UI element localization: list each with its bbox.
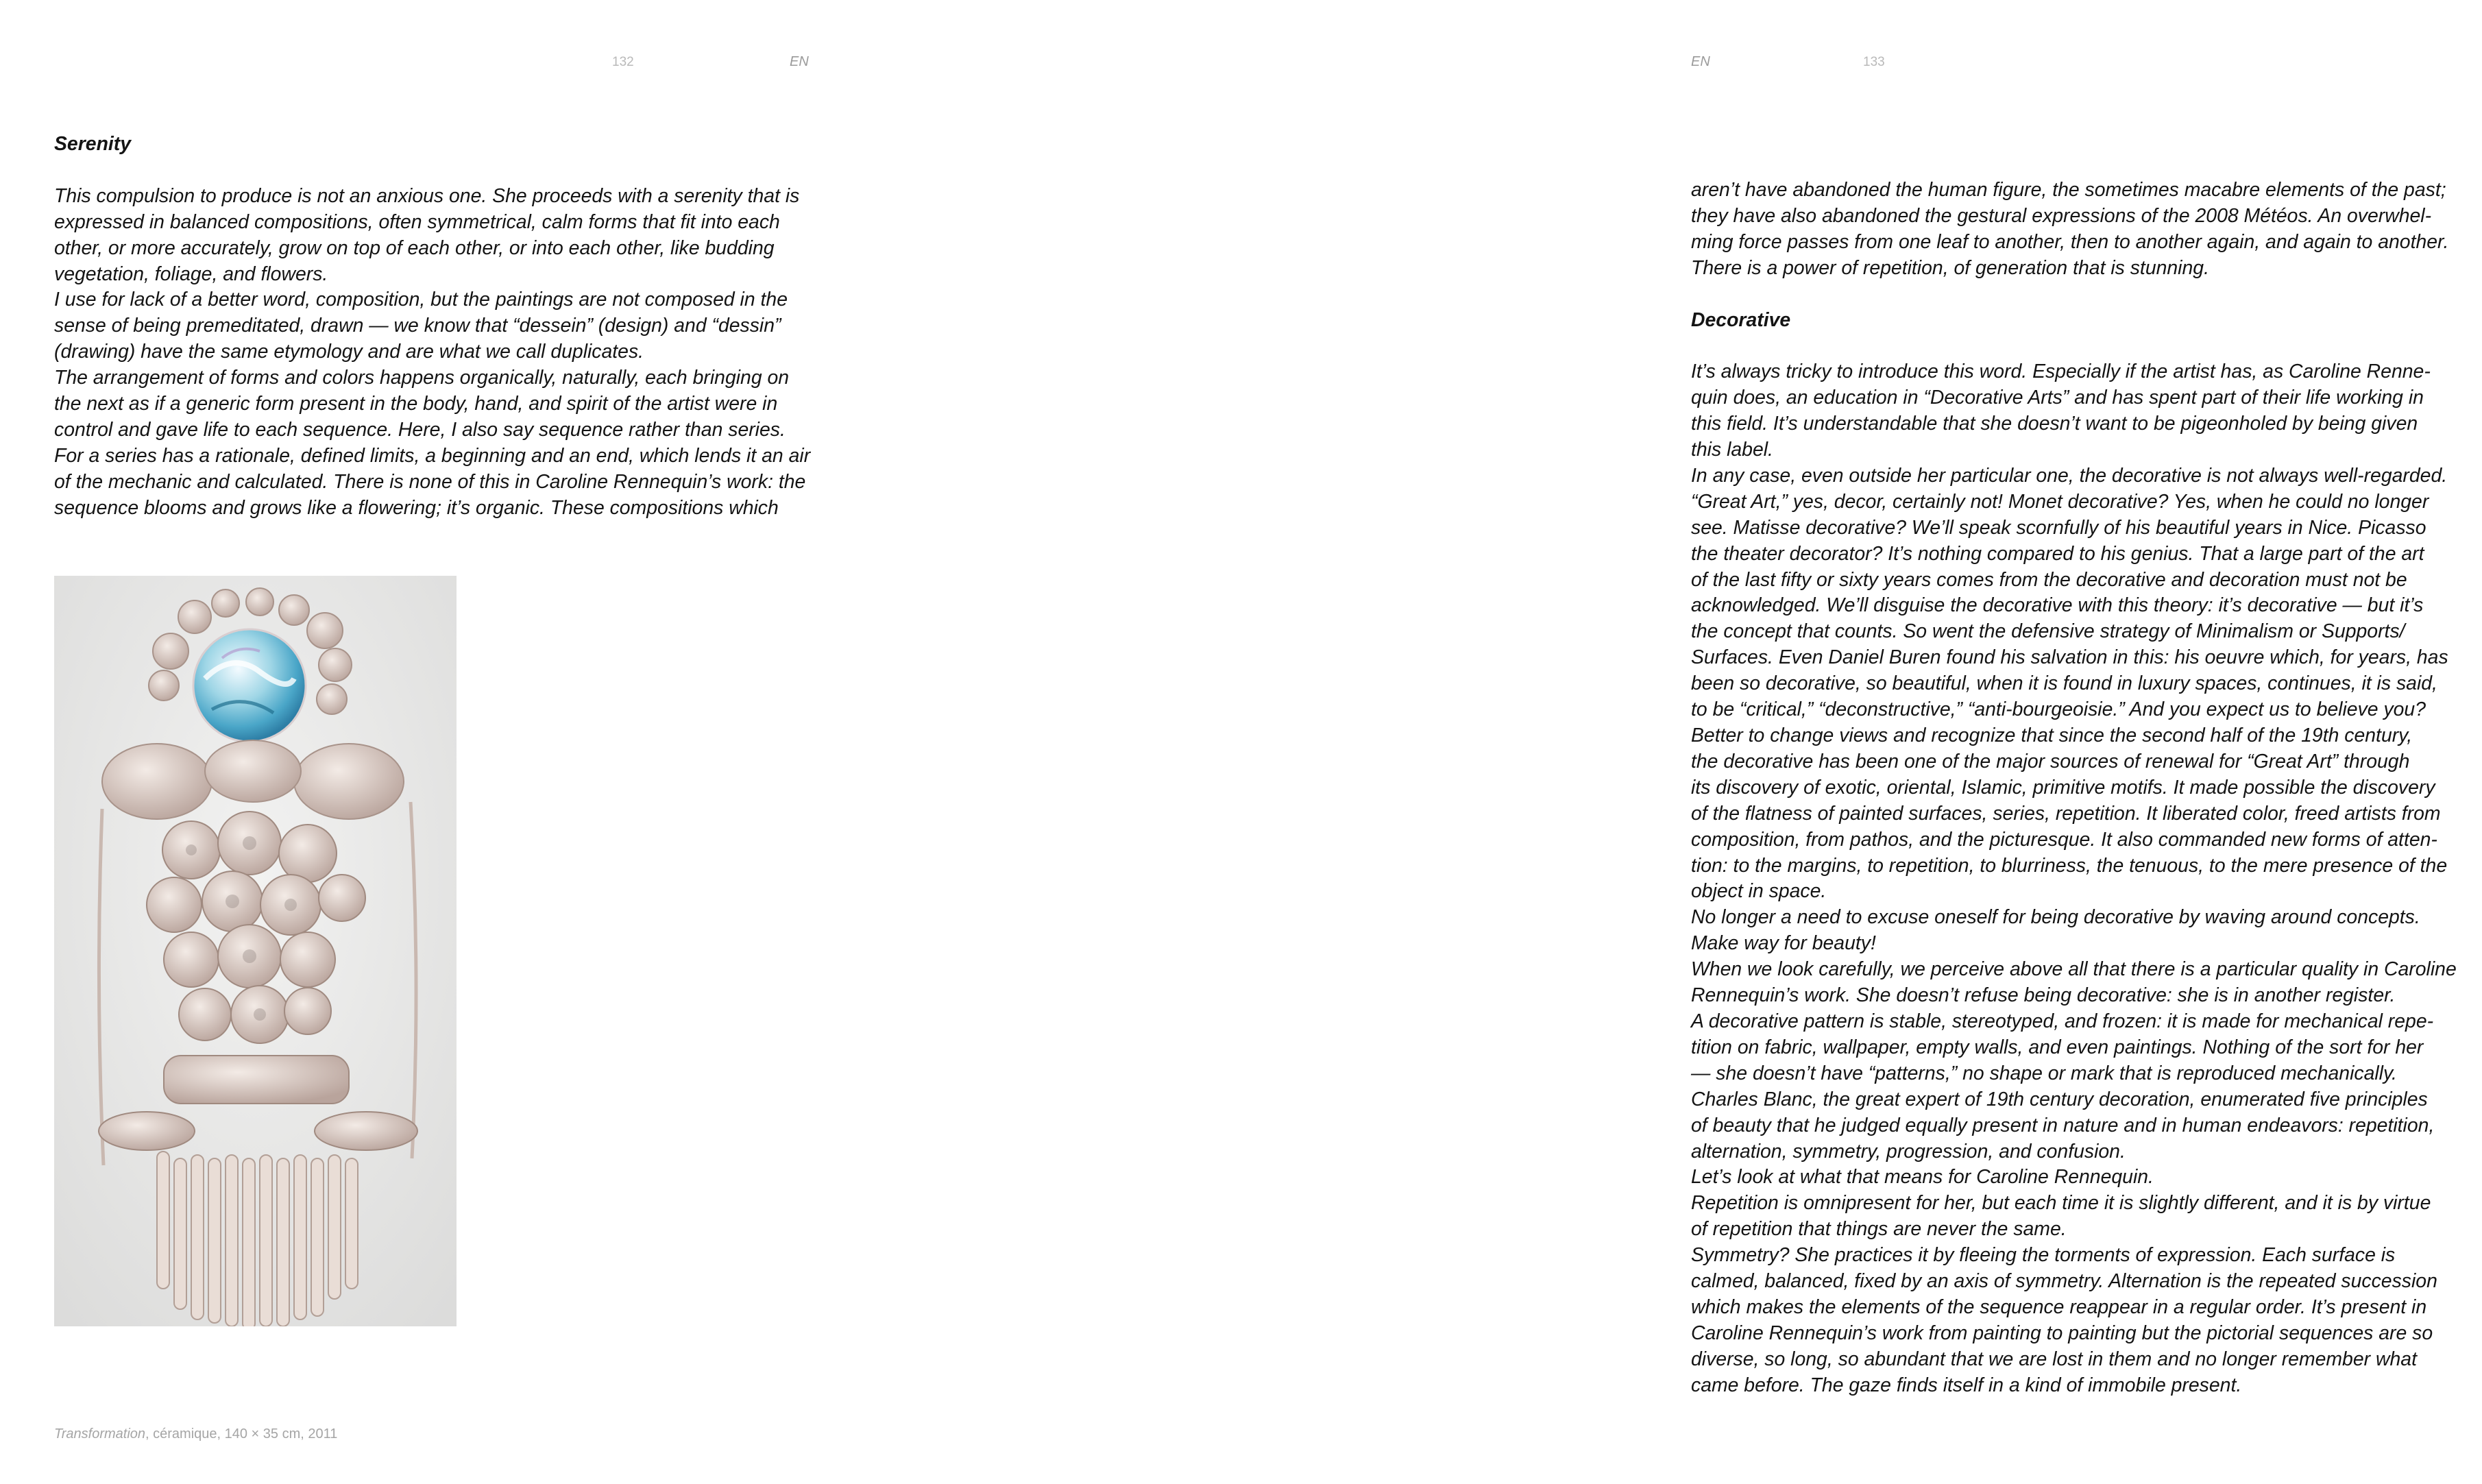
text-line: This compulsion to produce is not an anxious one. She proceeds with a serenity that is (54, 184, 800, 207)
text-line: tition on fabric, wallpaper, empty walls, and even paintings. Nothing of the sort for her (1691, 1036, 2424, 1058)
text-line: vegetation, foliage, and flowers. (54, 263, 328, 285)
text-line: Let’s look at what that means for Caroline Rennequin. (1691, 1166, 2154, 1189)
artwork-image (54, 576, 457, 1326)
text-line: Repetition is omnipresent for her, but each time it is slightly different, and it is by virtue (1691, 1192, 2431, 1215)
text-line: the decorative has been one of the major sources of renewal for “Great Art” through (1691, 750, 2410, 773)
artwork-caption (54, 1426, 337, 1442)
text-line: been so decorative, so beautiful, when it is found in luxury spaces, continues, it is said, (1691, 672, 2437, 695)
text-line: its discovery of exotic, oriental, Islamic, primitive motifs. It made possible the discovery (1691, 776, 2435, 799)
right-text-column (1691, 178, 2459, 1399)
text-line: the theater decorator? It’s nothing compared to his genius. That a large part of the art (1691, 542, 2424, 565)
caption-title: Transformation (54, 1426, 146, 1442)
language-tag-left: EN (790, 54, 809, 69)
text-line: came before. The gaze finds itself in a kind of immobile present. (1691, 1374, 2242, 1396)
text-line: expressed in balanced compositions, often symmetrical, calm forms that fit into each (54, 210, 780, 233)
text-line: Surfaces. Even Daniel Buren found his salvation in this: his oeuvre which, for years, has (1691, 646, 2448, 669)
text-line: ming force passes from one leaf to another, then to another again, and again to another. (1691, 230, 2449, 253)
text-line: Caroline Rennequin’s work from painting to painting but the pictorial sequences are so (1691, 1322, 2433, 1344)
language-tag-right: EN (1691, 54, 1710, 69)
right-continuation-paragraph (1691, 178, 2459, 282)
text-line: see. Matisse decorative? We’ll speak scornfully of his beautiful years in Nice. Picasso (1691, 516, 2426, 539)
section-heading-serenity: Serenity (54, 133, 132, 155)
right-paragraphs (1691, 359, 2459, 1398)
text-line: composition, from pathos, and the picturesque. It also commanded new forms of atten- (1691, 828, 2437, 851)
text-line: which makes the elements of the sequence reappear in a regular order. It’s present in (1691, 1296, 2427, 1318)
text-line: No longer a need to excuse oneself for being decorative by waving around concepts. (1691, 906, 2420, 929)
text-line: sense of being premeditated, drawn — we know that “dessein” (design) and “dessin” (54, 315, 781, 337)
text-line: Symmetry? She practices it by fleeing the torments of expression. Each surface is (1691, 1244, 2396, 1267)
caption-details: , céramique, 140 × 35 cm, 2011 (145, 1426, 338, 1442)
text-line: of the mechanic and calculated. There is none of this in Caroline Rennequin’s work: the (54, 470, 806, 493)
text-line: of the flatness of painted surfaces, series, repetition. It liberated color, freed artists from (1691, 802, 2441, 825)
text-line: — she doesn’t have “patterns,” no shape or mark that is reproduced mechanically. (1691, 1062, 2397, 1084)
text-line: In any case, even outside her particular one, the decorative is not always well-regarded. (1691, 464, 2448, 487)
text-line: There is a power of repetition, of generation that is stunning. (1691, 256, 2209, 279)
text-line: this label. (1691, 439, 1773, 461)
text-line: alternation, symmetry, progression, and confusion. (1691, 1140, 2126, 1163)
text-line: (drawing) have the same etymology and are what we call duplicates. (54, 341, 644, 363)
left-paragraphs (54, 184, 811, 522)
text-line: “Great Art,” yes, decor, certainly not! Monet decorative? Yes, when he could no longer (1691, 490, 2429, 513)
text-line: acknowledged. We’ll disguise the decorative with this theory: it’s decorative — but it’s (1691, 594, 2424, 617)
text-line: Better to change views and recognize that since the second half of the 19th century, (1691, 725, 2413, 746)
text-line: control and gave life to each sequence. Here, I also say sequence rather than series. (54, 418, 786, 441)
text-line: calmed, balanced, fixed by an axis of symmetry. Alternation is the repeated succession (1691, 1270, 2437, 1293)
text-line: A decorative pattern is stable, stereotyped, and frozen: it is made for mechanical repe- (1691, 1010, 2434, 1032)
text-line: Charles Blanc, the great expert of 19th century decoration, enumerated five principles (1691, 1088, 2428, 1110)
text-line: quin does, an education in “Decorative Arts” and has spent part of their life working in (1691, 387, 2424, 409)
text-line: to be “critical,” “deconstructive,” “anti-bourgeoisie.” And you expect us to believe you? (1691, 698, 2426, 721)
text-line: object in space. (1691, 880, 1827, 903)
text-line: aren’t have abandoned the human figure, the sometimes macabre elements of the past; (1691, 179, 2446, 201)
section-heading-decorative: Decorative (1691, 308, 1791, 331)
page-number-right: 133 (1863, 55, 1885, 69)
text-line: of beauty that he judged equally present in nature and in human endeavors: repetition, (1691, 1114, 2435, 1136)
text-line: The arrangement of forms and colors happens organically, naturally, each bringing on (54, 367, 790, 389)
text-line: the concept that counts. So went the defensive strategy of Minimalism or Supports/ (1691, 620, 2405, 643)
text-line: When we look carefully, we perceive above all that there is a particular quality in Caroline (1691, 958, 2457, 981)
text-line: For a series has a rationale, defined limits, a beginning and an end, which lends it an air (54, 444, 811, 467)
text-line: Make way for beauty! (1691, 932, 1876, 955)
text-line: they have also abandoned the gestural expressions of the 2008 Météos. An overwhel- (1691, 204, 2432, 227)
text-line: diverse, so long, so abundant that we are lost in them and no longer remember what (1691, 1348, 2417, 1370)
text-line: the next as if a generic form present in the body, hand, and spirit of the artist were in (54, 393, 778, 415)
text-line: tion: to the margins, to repetition, to blurriness, the tenuous, to the mere presence of the (1691, 854, 2448, 877)
left-text-column (54, 132, 811, 522)
text-line: this field. It’s understandable that she doesn’t want to be pigeonholed by being given (1691, 413, 2418, 435)
text-line: Rennequin’s work. She doesn’t refuse being decorative: she is in another register. (1691, 984, 2396, 1007)
page-number-left: 132 (612, 55, 634, 69)
text-line: I use for lack of a better word, composition, but the paintings are not composed in the (54, 289, 788, 311)
text-line: of the last fifty or sixty years comes from the decorative and decoration must not be (1691, 568, 2407, 591)
text-line: other, or more accurately, grow on top of each other, or into each other, like budding (54, 236, 775, 259)
text-line: of repetition that things are never the same. (1691, 1218, 2067, 1241)
text-line: sequence blooms and grows like a flowering; it’s organic. These compositions which (54, 496, 779, 519)
text-line: It’s always tricky to introduce this word. Especially if the artist has, as Caroline Renne- (1691, 361, 2431, 383)
